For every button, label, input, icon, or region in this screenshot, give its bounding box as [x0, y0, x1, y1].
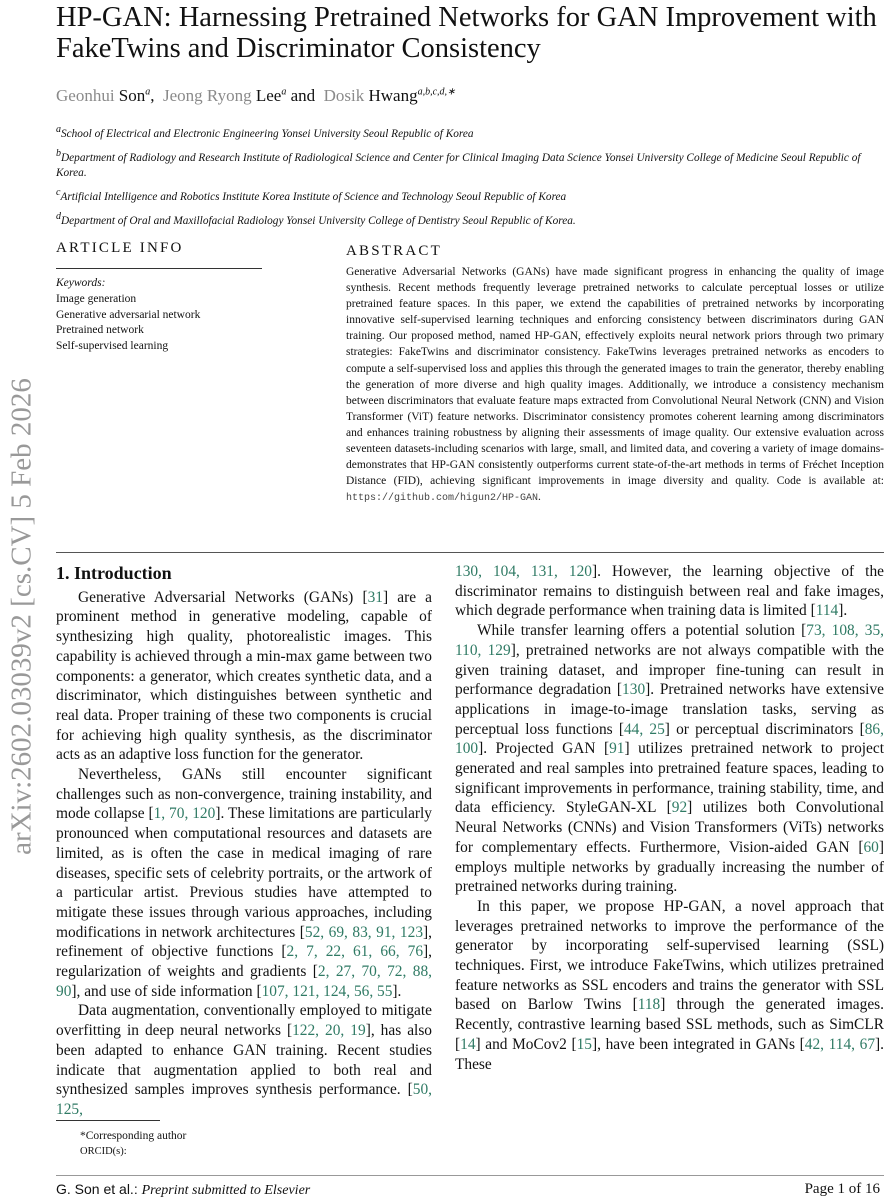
paragraph-text: ] utilizes both Convolutional Neural Networks (CNNs) and Vision Transformers (ViTs) networks for complementary effects. Furthermore, Vision-aided GAN [ — [455, 799, 884, 856]
paragraph — [56, 765, 432, 1001]
author-family: Son — [118, 86, 146, 105]
author-list — [56, 86, 455, 106]
keyword: Self-supervised learning — [56, 340, 169, 353]
author-and: and — [290, 86, 316, 105]
citation-link[interactable]: 2, 27, 70, 72, 88, 90 — [56, 963, 432, 1000]
citation-link[interactable]: 92 — [671, 799, 688, 817]
paragraph-text: ], and use of side information [ — [71, 982, 262, 1000]
affiliation-sup: c — [56, 187, 61, 199]
arxiv-watermark: arXiv:2602.03039v2 [cs.CV] 5 Feb 2026 — [5, 378, 38, 855]
divider — [56, 552, 884, 553]
footer-left — [56, 1181, 310, 1199]
right-paragraphs — [455, 562, 884, 1074]
citation-link[interactable]: 118 — [637, 996, 661, 1014]
section-heading: 1. Introduction — [56, 563, 172, 583]
affiliation-text: Artificial Intelligence and Robotics Institute Korea Institute of Science and Technology Seoul Republic of Korea — [60, 190, 567, 203]
footer-venue: Preprint submitted to Elsevier — [141, 1183, 311, 1198]
paragraph-text: ]. — [838, 602, 848, 620]
footnote-orcid: ORCID(s): — [80, 1146, 127, 1157]
paragraph-text: While transfer learning offers a potential solution [ — [477, 622, 807, 640]
author-given: Dosik — [323, 86, 365, 105]
article-info-heading: ARTICLE INFO — [56, 240, 184, 256]
affiliation-text: Department of Oral and Maxillofacial Radiology Yonsei University College of Dentistry Seoul Republic of Korea. — [61, 214, 576, 227]
keywords-label: Keywords: — [56, 277, 106, 289]
paragraph-text: ]. However, the learning objective of the discriminator remains to distinguish between real and fake images, which degrade performance when training data is limited [ — [455, 563, 884, 620]
citation-link[interactable]: 114 — [815, 602, 839, 620]
affiliation — [56, 146, 882, 182]
paragraph-text: In this paper, we propose HP-GAN, a novel approach that leverages pretrained networks to improve the performance of the generator by incorporating self-supervised learning (SSL) techniques. First, we introduce FakeTwins, which utilizes pretrained feature networks as SSL encoders and trains the generator with SSL based on Barlow Twins [ — [455, 897, 884, 1014]
citation-link[interactable]: 86, 100 — [455, 720, 884, 758]
footnote-rule — [56, 1120, 160, 1121]
citation-link[interactable]: 14 — [460, 1035, 476, 1053]
author-sup: a,b,c,d,∗ — [417, 86, 456, 98]
paragraph-text: ] or perceptual discriminators [ — [664, 720, 865, 738]
affiliation — [56, 185, 882, 205]
paragraph-text: ] and MoCov2 [ — [475, 1035, 577, 1053]
paragraph-text: ], has also been adapted to enhance GAN training. Recent studies indicate that augmentation applied to both real and synthesized samples improves synthesis performance. [ — [56, 1022, 433, 1099]
keyword: Image generation — [56, 292, 137, 305]
citation-link[interactable]: 2, 7, 22, 61, 66, 76 — [286, 943, 424, 961]
paragraph-text: ]. These limitations are particularly pronounced when computational resources and datasets are limited, as is often the case in medical imaging of rare diseases, specific sets of celebrity portraits, or the artwork of a particular artist. Previous studies have attempted to mitigate these issues through various approaches, including modifications in network architectures [ — [56, 805, 432, 941]
author-sup: a — [145, 86, 151, 98]
author-family: Lee — [255, 86, 282, 105]
paragraph-text: ] are a prominent method in generative modeling, capable of synthesizing high quality, photorealistic images. This capability is achieved through a min-max game between two components: a generator, which creates synthetic data, and a discriminator, which distinguishes between synthetic and real data. Proper training of these two components is crucial for achieving high quality synthesis, as the discriminator acts as an adaptive loss function for the generator. — [56, 588, 432, 764]
affiliation-sup: a — [56, 124, 61, 135]
paragraph-text: ]. — [392, 982, 402, 1000]
citation-link[interactable]: 42, 114, 67 — [804, 1035, 876, 1053]
citation-link[interactable]: 15 — [576, 1035, 592, 1053]
left-column — [56, 564, 432, 1120]
paragraph-text: ]. Pretrained networks have extensive applications in image-to-image translation tasks, serving as perceptual loss functions [ — [455, 681, 884, 738]
paragraph-text: Nevertheless, GANs still encounter significant challenges such as non-convergence, training instability, and mode collapse [ — [56, 766, 432, 823]
citation-link[interactable]: 73, 108, 35, 110, 129 — [455, 622, 885, 659]
citation-link[interactable]: 44, 25 — [623, 720, 665, 738]
author-family: Hwang — [368, 86, 418, 105]
citation-link[interactable]: 1, 70, 120 — [153, 805, 216, 823]
paragraph-text: ], have been integrated in GANs [ — [592, 1035, 805, 1053]
paragraph-text: Generative Adversarial Networks (GANs) [ — [78, 588, 368, 606]
abstract-heading: ABSTRACT — [346, 243, 442, 259]
affiliation — [56, 122, 882, 142]
abstract-body — [346, 264, 884, 507]
paragraph-text: ]. These — [455, 1035, 885, 1073]
affiliation-sup: d — [56, 210, 61, 222]
abstract-text: Generative Adversarial Networks (GANs) have made significant progress in enhancing the quality of image synthesis. Recent methods frequently leverage pretrained networks to calculate perceptual losses or utilize pretrained feature spaces. In this paper, we extend the capabilities of pretrained networks by incorporating innovative self-supervised learning techniques and enforcing consistency between discriminators during GAN training. Our proposed method, named HP-GAN, effectively exploits neural network priors through two primary strategies: FakeTwins and discriminator consistency. FakeTwins leverages pretrained networks as encoders to compute a self-supervised loss and applies this through the generated images to train the generator, thereby enabling the generation of more diverse and high quality images. Additionally, we introduce a consistency mechanism between discriminators that evaluate feature maps extracted from Convolutional Neural Network (CNN) and Vision Transformer (ViT) feature networks. Discriminator consistency promotes coherent learning among discriminators and enhances training robustness by aligning their assessments of image quality. Our extensive evaluation across seventeen datasets-including scenarios with large, small, and limited data, and covering a variety of image domains-demonstrates that HP-GAN consistently outperforms current state-of-the-art methods in terms of Fréchet Inception Distance (FID), achieving significant improvements in image diversity and quality. Code is available at: — [346, 266, 884, 488]
citation-link[interactable]: 52, 69, 83, 91, 123 — [304, 923, 424, 941]
citation-link[interactable]: 130 — [622, 681, 646, 699]
citation-link[interactable]: 107, 121, 124, 56, 55 — [261, 982, 393, 1000]
paragraph-text: ], regularization of weights and gradients [ — [56, 943, 432, 981]
paragraph-text: ]. Projected GAN [ — [478, 740, 610, 758]
affiliation — [56, 209, 882, 229]
author-given: Jeong Ryong — [163, 86, 252, 105]
paper-title: HP-GAN: Harnessing Pretrained Networks for GAN Improvement with FakeTwins and Discriminator Consistency — [56, 2, 877, 64]
citation-link[interactable]: 60 — [863, 838, 879, 856]
paragraph — [455, 621, 884, 897]
paragraph-text: ] employs multiple networks by gradually increasing the number of pretrained networks during training. — [455, 838, 884, 896]
author-sup: a — [281, 86, 287, 98]
keyword: Pretrained network — [56, 324, 144, 337]
author-given: Geonhui — [56, 86, 115, 105]
footer-author: G. Son et al.: — [56, 1181, 138, 1197]
paragraph — [455, 897, 884, 1074]
citation-link[interactable]: 91 — [609, 740, 625, 758]
affiliation-text: School of Electrical and Electronic Engineering Yonsei University Seoul Republic of Korea — [61, 127, 474, 140]
code-link[interactable]: https://github.com/higun2/HP-GAN — [346, 493, 539, 505]
divider — [56, 268, 262, 269]
paragraph-text: Data augmentation, conventionally employed to mitigate overfitting in deep neural networks [ — [56, 1002, 432, 1040]
paragraph — [455, 562, 884, 621]
paragraph-text: ] utilizes pretrained network to project generated and real samples into pretrained feature spaces, leading to significant improvements in performance, training stability, time, and data efficiency. StyleGAN-XL [ — [455, 740, 884, 817]
page-number: Page 1 of 16 — [804, 1181, 880, 1197]
paragraph-text: ] through the generated images. Recently, contrastive learning based SSL methods, such as SimCLR [ — [455, 996, 884, 1053]
left-paragraphs — [56, 588, 432, 1120]
footnotes — [80, 1128, 186, 1160]
right-column — [455, 562, 884, 1074]
affiliation-sup: b — [56, 147, 61, 159]
paragraph-text: ], refinement of objective functions [ — [56, 923, 432, 961]
citation-link[interactable]: 31 — [367, 588, 383, 606]
abstract-end: . — [538, 491, 541, 504]
paragraph — [56, 1001, 432, 1119]
citation-link[interactable]: 130, 104, 131, 120 — [455, 563, 592, 580]
paragraph — [56, 588, 432, 765]
keywords — [56, 276, 200, 355]
paragraph-text: ], pretrained networks are not always compatible with the given training dataset, and improper fine-tuning can result in performance degradation [ — [455, 641, 885, 699]
author-sep: , — [150, 86, 155, 105]
footer-rule — [56, 1175, 884, 1176]
citation-link[interactable]: 122, 20, 19 — [292, 1022, 366, 1040]
affiliation-text: Department of Radiology and Research Institute of Radiological Science and Center for Clinical Imaging Data Science Yonsei University College of Medicine Seoul Republic of Korea. — [56, 151, 861, 180]
keyword: Generative adversarial network — [56, 308, 201, 321]
affiliations — [56, 122, 882, 233]
citation-link[interactable]: 50, 125, — [56, 1081, 432, 1118]
footnote-corresponding: *Corresponding author — [80, 1130, 187, 1142]
